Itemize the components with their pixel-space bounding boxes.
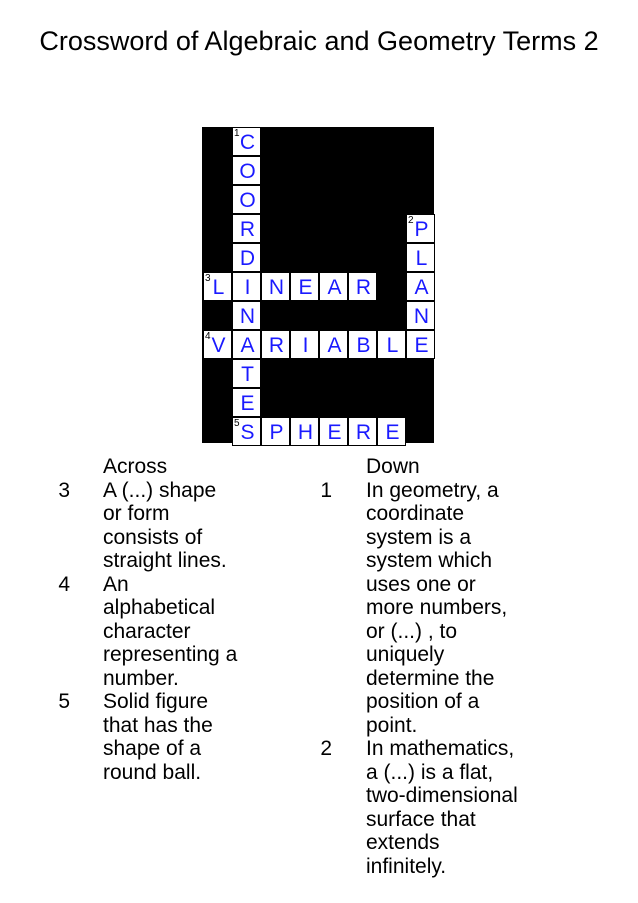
clue-text-line: determine the [366, 666, 495, 690]
clue-text-line: consists of [103, 525, 203, 549]
grid-cell[interactable] [406, 272, 435, 301]
grid-cell[interactable] [203, 330, 232, 359]
grid-cell[interactable] [232, 359, 261, 388]
grid-cell[interactable] [203, 272, 232, 301]
cell-letter: A [327, 334, 342, 357]
cell-letter: P [269, 421, 284, 444]
clue-text-line: system is a [366, 525, 472, 549]
grid-cell[interactable] [319, 417, 348, 446]
cell-letter: A [240, 334, 255, 357]
cell-letter: A [414, 276, 429, 299]
clue-text-line: more numbers, [366, 596, 508, 619]
clue-text-line: infinitely. [366, 854, 447, 878]
cell-letter: B [356, 334, 371, 357]
clue-text-line: representing a [103, 643, 238, 666]
cell-letter: V [211, 334, 226, 357]
cell-letter: S [240, 421, 255, 444]
clue-text-line: Solid figure [103, 690, 209, 713]
clue-text-line: An [103, 572, 129, 596]
clue-text-line: that has the [103, 713, 213, 737]
grid-cell[interactable] [232, 272, 261, 301]
cell-letter: D [239, 247, 256, 270]
grid-cell[interactable] [261, 417, 290, 446]
clue-text-line: In mathematics, [366, 737, 515, 760]
cell-letter: H [297, 421, 314, 444]
grid-cell[interactable] [232, 301, 261, 330]
grid-cell[interactable] [406, 330, 435, 359]
grid-cell[interactable] [290, 272, 319, 301]
clue-text-line: A (...) shape [103, 478, 217, 502]
grid-cell[interactable] [232, 185, 261, 214]
grid-cell[interactable] [290, 330, 319, 359]
cell-letter: R [239, 218, 256, 241]
cell-letter: N [413, 305, 430, 328]
cell-letter: N [239, 305, 256, 328]
clue-text-line: a (...) is a flat, [366, 760, 494, 784]
grid-cell[interactable] [232, 214, 261, 243]
cell-number: 1 [234, 128, 240, 139]
clue-number: 1 [320, 478, 332, 502]
clue-text-line: round ball. [103, 760, 202, 784]
cell-letter: P [414, 218, 429, 241]
clue-text-line: coordinate [366, 502, 465, 525]
cell-letter: O [239, 189, 256, 212]
clue-number: 4 [58, 572, 70, 596]
page-title: Crossword of Algebraic and Geometry Terms 2 [39, 26, 599, 56]
clue-text-line: extends [366, 831, 440, 854]
cell-letter: R [355, 276, 372, 299]
cell-number: 2 [408, 215, 414, 226]
grid-cell[interactable] [406, 301, 435, 330]
clue-text-line: number. [103, 666, 179, 690]
clue-text-line: point. [366, 713, 418, 737]
grid-cell[interactable] [348, 272, 377, 301]
cell-number: 3 [205, 273, 211, 284]
cell-letter: I [244, 276, 251, 299]
grid-cell[interactable] [406, 243, 435, 272]
grid-cell[interactable] [319, 330, 348, 359]
grid-cell[interactable] [232, 127, 261, 156]
grid-cell[interactable] [319, 272, 348, 301]
across-heading: Across [103, 455, 168, 478]
clue-text-line: system which [366, 549, 493, 572]
cell-letter: R [268, 334, 285, 357]
down-heading: Down [366, 455, 420, 478]
clue-number: 3 [58, 478, 70, 502]
cell-letter: E [298, 276, 313, 299]
clue-text-line: uniquely [366, 643, 445, 666]
grid-cell[interactable] [406, 214, 435, 243]
cell-number: 5 [234, 418, 240, 429]
cell-letter: E [327, 421, 342, 444]
clue-text-line: position of a [366, 690, 480, 713]
cell-letter: N [268, 276, 285, 299]
grid-cell[interactable] [348, 417, 377, 446]
clue-number: 5 [58, 690, 70, 713]
grid-cell[interactable] [232, 417, 261, 446]
crossword-grid [202, 127, 434, 443]
cell-letter: L [415, 247, 428, 270]
cell-letter: R [355, 421, 372, 444]
clue-text-line: surface that [366, 807, 476, 831]
grid-cell[interactable] [232, 330, 261, 359]
clue-text-line: In geometry, a [366, 478, 499, 502]
cell-number: 4 [205, 331, 211, 342]
grid-cell[interactable] [348, 330, 377, 359]
cell-letter: L [212, 276, 225, 299]
grid-cell[interactable] [232, 156, 261, 185]
grid-cell[interactable] [377, 417, 406, 446]
clue-text-line: or form [103, 502, 170, 525]
grid-cell[interactable] [261, 272, 290, 301]
cell-letter: T [241, 363, 254, 386]
grid-cell[interactable] [261, 330, 290, 359]
cell-letter: I [302, 334, 309, 357]
grid-cell[interactable] [232, 388, 261, 417]
cell-letter: L [386, 334, 399, 357]
grid-cell[interactable] [232, 243, 261, 272]
cell-letter: E [240, 392, 255, 415]
cell-letter: C [239, 131, 256, 154]
clue-text-line: straight lines. [103, 549, 227, 572]
clue-text-line: or (...) , to [366, 619, 458, 643]
clue-text-line: uses one or [366, 572, 476, 596]
grid-cell[interactable] [377, 330, 406, 359]
clue-text-line: shape of a [103, 737, 202, 760]
clue-text-line: two-dimensional [366, 784, 518, 807]
cell-letter: E [414, 334, 429, 357]
cell-letter: E [385, 421, 400, 444]
clue-number: 2 [320, 737, 332, 760]
grid-cell[interactable] [290, 417, 319, 446]
clue-text-line: character [103, 619, 191, 643]
cell-letter: O [239, 160, 256, 183]
cell-letter: A [327, 276, 342, 299]
clue-text-line: alphabetical [103, 596, 216, 619]
